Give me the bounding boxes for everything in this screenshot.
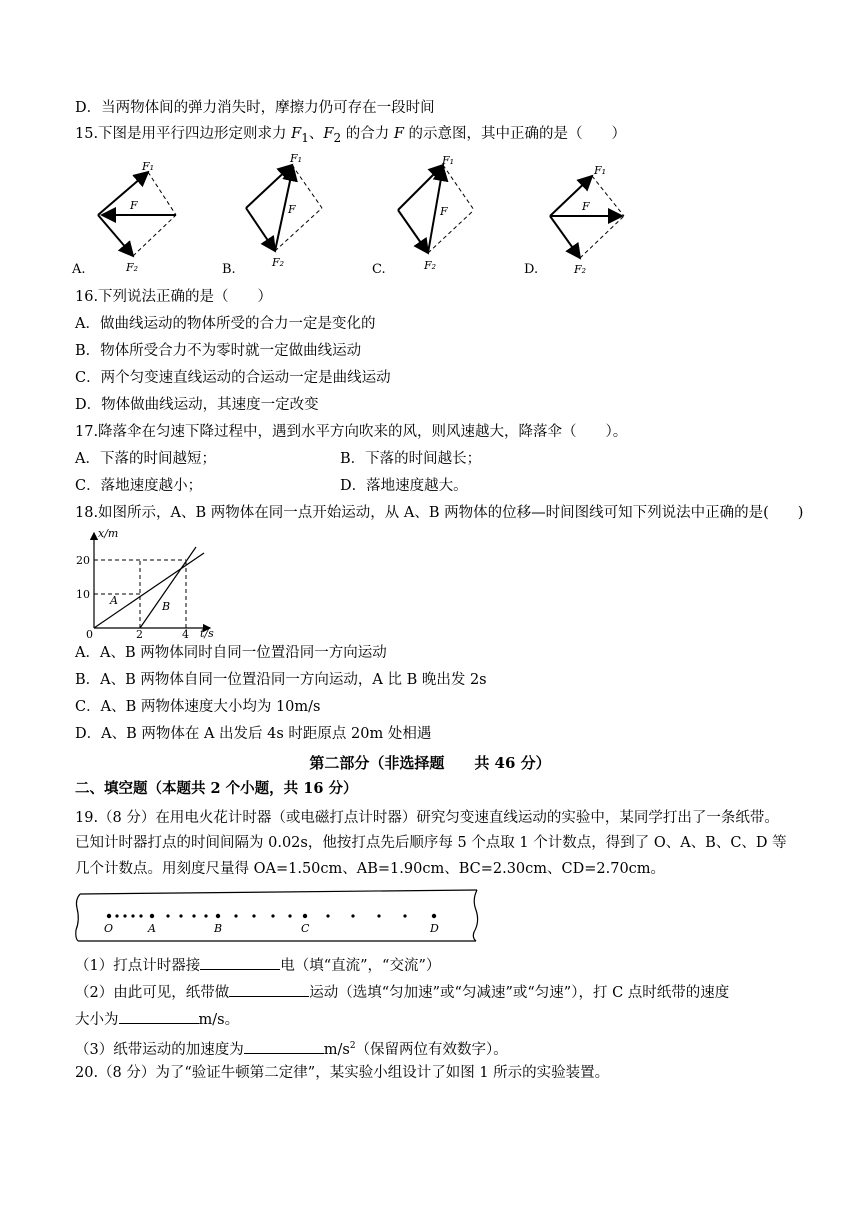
section2-title: 二、填空题（本题共 2 个小题，共 16 分） <box>75 780 358 797</box>
q17-option-b: B．下落的时间越长； <box>340 451 482 467</box>
q19-sub1: （1）打点计时器接 电（填“直流”，“交流”） <box>75 955 440 976</box>
x-tick-2: 2 <box>136 628 143 641</box>
y-axis-label: x/m <box>98 527 119 540</box>
q17-option-a: A．下落的时间越短； <box>75 451 216 467</box>
y-tick-10: 10 <box>76 588 90 601</box>
q17-option-c: C．落地速度越小； <box>75 478 203 494</box>
svg-text:F₂: F₂ <box>272 256 285 269</box>
q16-option-c: C．两个匀变速直线运动的合运动一定是曲线运动 <box>75 370 391 386</box>
q18-option-b: B．A、B 两物体自同一位置沿同一方向运动，A 比 B 晚出发 2s <box>75 672 487 688</box>
q15-figure-c <box>398 154 474 272</box>
svg-text:F₂: F₂ <box>424 259 437 272</box>
q15-option-b-label: B. <box>222 262 236 277</box>
q19-line3: 几个计数点。用刻度尺量得 OA=1.50cm、AB=1.90cm、BC=2.30cm、CD=2.70cm。 <box>75 861 666 877</box>
q20-line1: 20.（8 分）为了“验证牛顿第二定律”，某实验小组设计了如图 1 所示的实验装置。 <box>75 1065 610 1081</box>
x-axis-label: t/s <box>200 627 214 640</box>
q15-figure-d <box>550 164 624 276</box>
line-b-label: B <box>162 600 171 613</box>
q15-stem: 15.下图是用平行四边形定则求力 $F_1$、$F_2$ 的合力 F 的示意图，其中正确的是（ ） <box>75 126 627 145</box>
q19-sub2-blank-speed[interactable] <box>119 1009 199 1024</box>
q18-option-a: A．A、B 两物体同时自同一位置沿同一方向运动 <box>75 645 387 661</box>
svg-text:F: F <box>440 205 448 218</box>
line-a-label: A <box>110 594 118 607</box>
q15-figure-b <box>246 152 322 269</box>
line-a <box>94 553 204 628</box>
q16-option-d: D．物体做曲线运动，其速度一定改变 <box>75 397 319 413</box>
q18-option-c: C．A、B 两物体速度大小均为 10m/s <box>75 699 321 715</box>
tape-label-o: O <box>104 922 114 935</box>
q18-option-d: D．A、B 两物体在 A 出发后 4s 时距原点 20m 处相遇 <box>75 726 432 742</box>
svg-text:F₁: F₁ <box>290 152 303 165</box>
tape-label-d: D <box>430 922 439 935</box>
x-tick-0: 0 <box>86 628 93 641</box>
svg-text:F₂: F₂ <box>574 263 587 276</box>
svg-text:F: F <box>582 200 590 213</box>
q16-option-a: A．做曲线运动的物体所受的合力一定是变化的 <box>75 316 376 332</box>
q16-stem: 16.下列说法正确的是（ ） <box>75 289 273 305</box>
q18-xt-graph <box>70 525 270 645</box>
q19-line1: 19.（8 分）在用电火花计时器（或电磁打点计时器）研究匀变速直线运动的实验中，某同学打出了一条纸带。 <box>75 810 779 826</box>
q19-sub3-blank[interactable] <box>244 1039 324 1054</box>
svg-text:F₁: F₁ <box>442 154 455 167</box>
q19-sub2: （2）由此可见，纸带做 运动（选填“匀加速”或“匀减速”或“匀速”），打 C 点时纸带的速度 <box>75 982 729 1003</box>
q17-option-d: D．落地速度越大。 <box>340 478 468 494</box>
tape-label-b: B <box>214 922 223 935</box>
q15-option-d-label: D. <box>524 262 539 277</box>
q15-figure-a <box>98 160 176 274</box>
svg-text:F₁: F₁ <box>142 160 155 173</box>
paper-tape-figure <box>72 886 492 946</box>
tape-label-c: C <box>301 922 310 935</box>
part2-title: 第二部分（非选择题 共 46 分） <box>309 754 551 772</box>
tape-label-a: A <box>148 922 156 935</box>
x-tick-4: 4 <box>182 628 189 641</box>
q19-sub3: （3）纸带运动的加速度为 $m/s^2$（保留两位有效数字）。 <box>75 1036 508 1060</box>
q18-stem: 18.如图所示，A、B 两物体在同一点开始运动，从 A、B 两物体的位移—时间图线可知下列说法中正确的是( ) <box>75 505 804 521</box>
q15-option-c-label: C. <box>372 262 386 277</box>
q17-stem: 17.降落伞在匀速下降过程中，遇到水平方向吹来的风，则风速越大，降落伞（ ）。 <box>75 424 628 440</box>
svg-text:F₂: F₂ <box>126 261 139 274</box>
q16-option-b: B．物体所受合力不为零时就一定做曲线运动 <box>75 343 362 359</box>
svg-text:F: F <box>130 199 138 212</box>
q19-line2: 已知计时器打点的时间间隔为 0.02s，他按打点先后顺序每 5 个点取 1 个计数点，得到了 O、A、B、C、D 等 <box>75 835 787 851</box>
q14-option-d: D．当两物体间的弹力消失时，摩擦力仍可存在一段时间 <box>75 100 435 116</box>
svg-text:F: F <box>288 203 296 216</box>
q15-option-a-label: A. <box>72 262 86 277</box>
line-b <box>140 547 196 628</box>
q19-sub2-cont: 大小为 m/s。 <box>75 1009 239 1030</box>
q19-sub2-blank-motion[interactable] <box>229 982 309 997</box>
q15-figures <box>0 150 860 280</box>
svg-text:F₁: F₁ <box>594 164 607 177</box>
q19-sub1-blank[interactable] <box>200 955 280 970</box>
y-tick-20: 20 <box>76 554 90 567</box>
